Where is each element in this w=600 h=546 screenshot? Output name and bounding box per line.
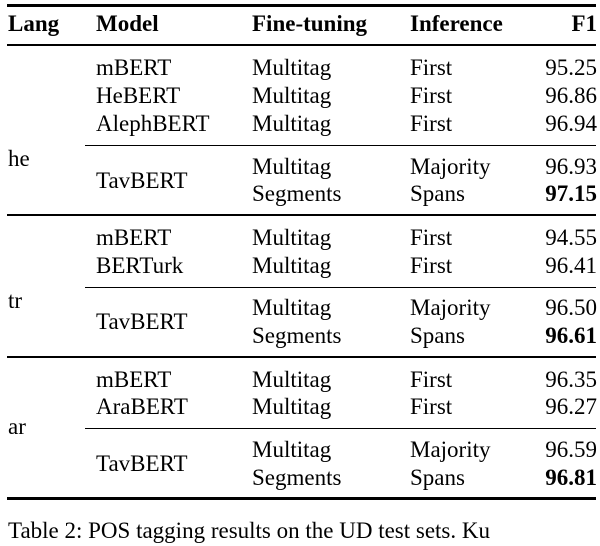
table-bottom-rule: [7, 497, 596, 500]
f1-cell: 96.93: [545, 154, 597, 179]
table-top-rule: [7, 4, 596, 7]
fine-tuning-cell: Multitag: [252, 253, 332, 278]
fine-tuning-cell: Multitag: [252, 111, 332, 136]
model-cell: AlephBERT: [96, 111, 210, 136]
inference-cell: Spans: [410, 181, 465, 206]
header-inference: Inference: [410, 11, 503, 36]
model-cell: mBERT: [96, 55, 172, 80]
model-cell-tavbert: TavBERT: [96, 451, 188, 476]
inference-cell: First: [410, 394, 453, 419]
f1-cell-best: 97.15: [545, 181, 597, 206]
f1-cell-best: 96.61: [545, 323, 597, 348]
group-rule-he-tr: [7, 214, 596, 216]
f1-cell: 96.94: [545, 111, 597, 136]
fine-tuning-cell: Multitag: [252, 225, 332, 250]
inference-cell: Spans: [410, 323, 465, 348]
fine-tuning-cell: Multitag: [252, 154, 332, 179]
header-f1: F1: [571, 11, 597, 36]
inference-cell: First: [410, 55, 453, 80]
f1-cell: 96.35: [545, 367, 597, 392]
inference-cell: First: [410, 225, 453, 250]
f1-cell: 95.25: [545, 55, 597, 80]
inference-cell: Spans: [410, 465, 465, 490]
fine-tuning-cell: Segments: [252, 465, 342, 490]
fine-tuning-cell: Segments: [252, 323, 342, 348]
fine-tuning-cell: Segments: [252, 181, 342, 206]
model-cell-tavbert: TavBERT: [96, 168, 188, 193]
model-cell: BERTurk: [96, 253, 184, 278]
inference-cell: First: [410, 111, 453, 136]
subgroup-rule-he: [85, 145, 596, 146]
model-cell: mBERT: [96, 225, 172, 250]
subgroup-rule-ar: [85, 428, 596, 429]
fine-tuning-cell: Multitag: [252, 83, 332, 108]
f1-cell: 96.41: [545, 253, 597, 278]
fine-tuning-cell: Multitag: [252, 394, 332, 419]
fine-tuning-cell: Multitag: [252, 367, 332, 392]
f1-cell: 96.50: [545, 295, 597, 320]
subgroup-rule-tr: [85, 287, 596, 288]
group-rule-tr-ar: [7, 356, 596, 358]
f1-cell: 94.55: [545, 225, 597, 250]
lang-label-tr: tr: [8, 288, 23, 313]
lang-label-ar: ar: [8, 414, 26, 439]
inference-cell: First: [410, 253, 453, 278]
lang-label-he: he: [8, 146, 30, 171]
header-rule: [7, 44, 596, 46]
model-cell: HeBERT: [96, 83, 181, 108]
model-cell: AraBERT: [96, 394, 188, 419]
header-fine-tuning: Fine-tuning: [252, 11, 368, 36]
f1-cell: 96.27: [545, 394, 597, 419]
header-lang: Lang: [8, 11, 60, 36]
f1-cell-best: 96.81: [545, 465, 597, 490]
inference-cell: First: [410, 367, 453, 392]
model-cell-tavbert: TavBERT: [96, 309, 188, 334]
inference-cell: Majority: [410, 154, 491, 179]
fine-tuning-cell: Multitag: [252, 295, 332, 320]
model-cell: mBERT: [96, 367, 172, 392]
inference-cell: First: [410, 83, 453, 108]
inference-cell: Majority: [410, 295, 491, 320]
f1-cell: 96.59: [545, 437, 597, 462]
f1-cell: 96.86: [545, 83, 597, 108]
header-model: Model: [96, 11, 159, 36]
fine-tuning-cell: Multitag: [252, 55, 332, 80]
inference-cell: Majority: [410, 437, 491, 462]
table-caption: Table 2: POS tagging results on the UD test sets. Ku: [8, 518, 490, 543]
fine-tuning-cell: Multitag: [252, 437, 332, 462]
